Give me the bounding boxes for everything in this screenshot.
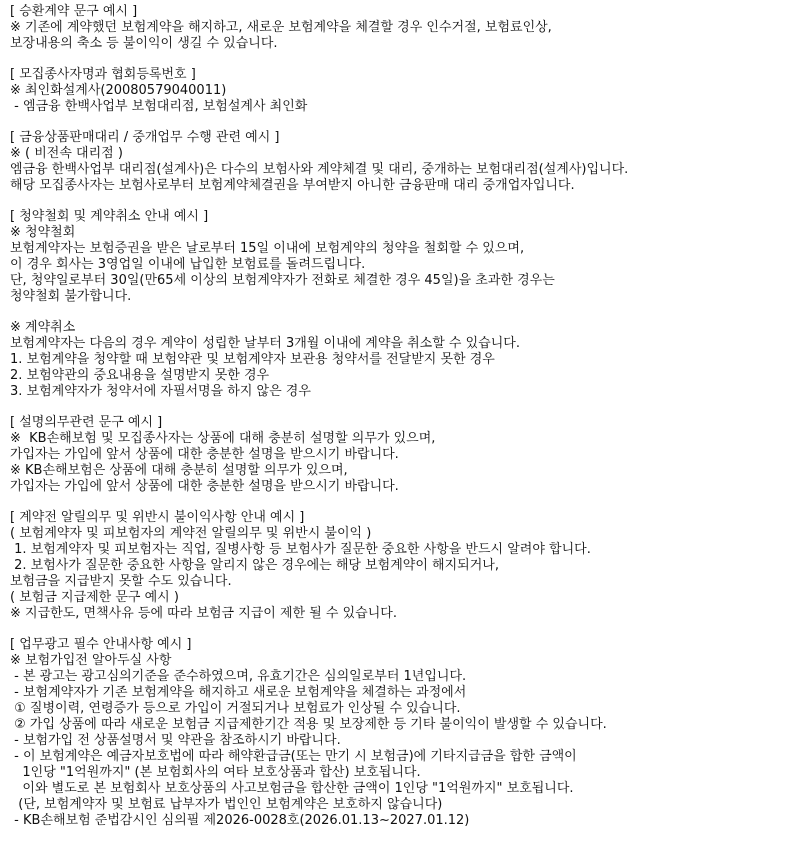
notice-line: ※ 최인화설계사(20080579040011) <box>10 83 227 98</box>
replacement-contract-notice <box>10 4 802 52</box>
subscription-withdrawal-notice <box>10 209 802 305</box>
notice-line: - 보험계약자가 기존 보험계약을 해지하고 새로운 보험계약을 체결하는 과정에서 <box>10 685 467 700</box>
section-heading: [ 계약전 알릴의무 및 위반시 불이익사항 안내 예시 ] <box>10 510 305 525</box>
notice-line: 엠금융 한백사업부 대리점(설계사)은 다수의 보험사와 계약체결 및 대리, 중개하는 보험대리점(설계사)입니다. <box>10 162 629 177</box>
notice-line: ( 보험금 지급제한 문구 예시 ) <box>10 590 179 605</box>
advertising-required-notice <box>10 637 802 829</box>
notice-line: ① 질병이력, 연령증가 등으로 가입이 거절되거나 보험료가 인상될 수 있습니다. <box>10 701 461 716</box>
notice-line: 1인당 "1억원까지" (본 보험회사의 여타 보호상품과 합산) 보호됩니다. <box>10 765 421 780</box>
section-heading: [ 청약철회 및 계약취소 안내 예시 ] <box>10 209 209 224</box>
notice-line: - 엠금융 한백사업부 보험대리점, 보험설계사 최인화 <box>10 99 308 114</box>
notice-line: ※ ( 비전속 대리점 ) <box>10 146 123 161</box>
section-heading: [ 승환계약 문구 예시 ] <box>10 4 138 19</box>
notice-line: 가입자는 가입에 앞서 상품에 대한 충분한 설명을 받으시기 바랍니다. <box>10 479 399 494</box>
notice-line: ※ KB손해보험은 상품에 대해 충분히 설명할 의무가 있으며, <box>10 463 348 478</box>
notice-line: - 보험가입 전 상품설명서 및 약관을 참조하시기 바랍니다. <box>10 733 341 748</box>
notice-line: 보험계약자는 다음의 경우 계약이 성립한 날부터 3개월 이내에 계약을 취소할 수 있습니다. <box>10 336 520 351</box>
disclosure-duty-notice <box>10 510 802 622</box>
explanation-duty-notice <box>10 415 802 495</box>
notice-line: - 이 보험계약은 예금자보호법에 따라 해약환급금(또는 만기 시 보험금)에 기타지급금을 합한 금액이 <box>10 749 577 764</box>
notice-line: 2. 보험사가 질문한 중요한 사항을 알리지 않은 경우에는 해당 보험계약이 해지되거나, <box>10 558 499 573</box>
section-heading: [ 금융상품판매대리 / 중개업무 수행 관련 예시 ] <box>10 130 280 145</box>
notice-line: - KB손해보험 준법감시인 심의필 제2026-0028호(2026.01.13~2027.01.12) <box>10 813 470 828</box>
notice-line: ※ KB손해보험 및 모집종사자는 상품에 대해 충분히 설명할 의무가 있으며, <box>10 431 436 446</box>
notice-line: 보장내용의 축소 등 불이익이 생길 수 있습니다. <box>10 36 278 51</box>
notice-line: ※ 지급한도, 면책사유 등에 따라 보험금 지급이 제한 될 수 있습니다. <box>10 606 397 621</box>
notice-line: 이와 별도로 본 보험회사 보호상품의 사고보험금을 합산한 금액이 1인당 "1억원까지" 보호됩니다. <box>10 781 574 796</box>
contract-cancellation-notice <box>10 320 802 400</box>
notice-line: ※ 보험가입전 알아두실 사항 <box>10 653 172 668</box>
notice-line: 가입자는 가입에 앞서 상품에 대한 충분한 설명을 받으시기 바랍니다. <box>10 447 399 462</box>
section-heading: [ 모집종사자명과 협회등록번호 ] <box>10 67 196 82</box>
notice-line: (단, 보험계약자 및 보험료 납부자가 법인인 보험계약은 보호하지 않습니다) <box>10 797 443 812</box>
notice-line: ※ 기존에 계약했던 보험계약을 해지하고, 새로운 보험계약을 체결할 경우 인수거절, 보험료인상, <box>10 20 552 35</box>
notice-line: ② 가입 상품에 따라 새로운 보험금 지급제한기간 적용 및 보장제한 등 기타 불이익이 발생할 수 있습니다. <box>10 717 607 732</box>
section-heading: [ 설명의무관련 문구 예시 ] <box>10 415 163 430</box>
notice-line: ※ 계약취소 <box>10 320 76 335</box>
notice-line: 보험금을 지급받지 못할 수도 있습니다. <box>10 574 232 589</box>
notice-line: 이 경우 회사는 3영업일 이내에 납입한 보험료를 돌려드립니다. <box>10 257 366 272</box>
notice-line: 2. 보험약관의 중요내용을 설명받지 못한 경우 <box>10 368 270 383</box>
notice-line: - 본 광고는 광고심의기준을 준수하였으며, 유효기간은 심의일로부터 1년입니다. <box>10 669 467 684</box>
notice-line: 1. 보험계약자 및 피보험자는 직업, 질병사항 등 보험사가 질문한 중요한 사항을 반드시 알려야 합니다. <box>10 542 591 557</box>
notice-line: 1. 보험계약을 청약할 때 보험약관 및 보험계약자 보관용 청약서를 전달받지 못한 경우 <box>10 352 495 367</box>
agency-role-notice <box>10 130 802 194</box>
notice-line: 단, 청약일로부터 30일(만65세 이상의 보험계약자가 전화로 체결한 경우 45일)을 초과한 경우는 <box>10 273 555 288</box>
notice-line: 해당 모집종사자는 보험사로부터 보험계약체결권을 부여받지 아니한 금융판매 대리 중개업자입니다. <box>10 178 575 193</box>
notice-line: ( 보험계약자 및 피보험자의 계약전 알릴의무 및 위반시 불이익 ) <box>10 526 372 541</box>
notice-line: 3. 보험계약자가 청약서에 자필서명을 하지 않은 경우 <box>10 384 311 399</box>
recruiter-registration-info <box>10 67 802 115</box>
notice-line: ※ 청약철회 <box>10 225 76 240</box>
section-heading: [ 업무광고 필수 안내사항 예시 ] <box>10 637 192 652</box>
notice-line: 청약철회 불가합니다. <box>10 289 132 304</box>
notice-line: 보험계약자는 보험증권을 받은 날로부터 15일 이내에 보험계약의 청약을 철회할 수 있으며, <box>10 241 525 256</box>
